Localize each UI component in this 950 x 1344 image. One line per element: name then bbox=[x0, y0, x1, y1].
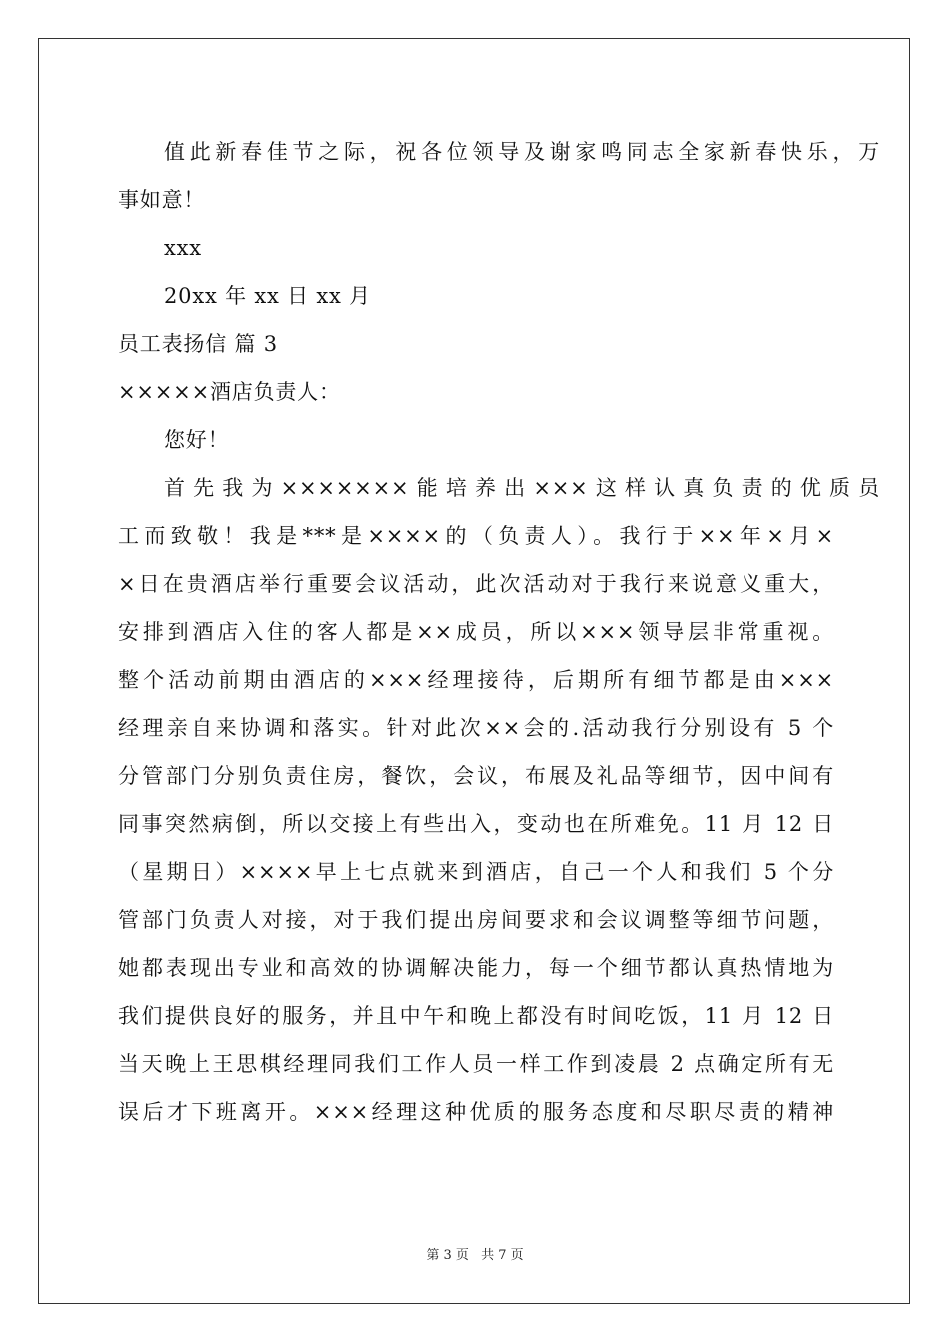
signature-date: 20xx 年 xx 日 xx 月 bbox=[164, 284, 371, 308]
text-line: 分管部门分别负责住房，餐饮，会议，布展及礼品等细节，因中间有 bbox=[118, 764, 834, 788]
text-line: 同事突然病倒，所以交接上有些出入，变动也在所难免。11 月 12 日 bbox=[118, 812, 834, 836]
text-line: 首先我为×××××××能培养出×××这样认真负责的优质员 bbox=[164, 476, 880, 500]
page-footer bbox=[0, 1244, 950, 1263]
text-line: 当天晚上王思棋经理同我们工作人员一样工作到凌晨 2 点确定所有无 bbox=[118, 1052, 834, 1076]
text-line: 她都表现出专业和高效的协调解决能力，每一个细节都认真热情地为 bbox=[118, 956, 834, 980]
page-total: 共 7 页 bbox=[481, 1248, 524, 1263]
signature-name: xxx bbox=[164, 236, 202, 260]
section-title: 员工表扬信 篇 3 bbox=[118, 332, 278, 356]
text-line: 我们提供良好的服务，并且中午和晚上都没有时间吃饭，11 月 12 日 bbox=[118, 1004, 834, 1028]
text-line: 经理亲自来协调和落实。针对此次××会的.活动我行分别设有 5 个 bbox=[118, 716, 834, 740]
page-number: 第 3 页 bbox=[426, 1248, 469, 1263]
text-line: 值此新春佳节之际，祝各位领导及谢家鸣同志全家新春快乐，万 bbox=[164, 140, 880, 164]
text-line: 安排到酒店入住的客人都是××成员，所以×××领导层非常重视。 bbox=[118, 620, 834, 644]
text-line: 整个活动前期由酒店的×××经理接待，后期所有细节都是由××× bbox=[118, 668, 834, 692]
text-line: 误后才下班离开。×××经理这种优质的服务态度和尽职尽责的精神 bbox=[118, 1100, 834, 1124]
text-line: ×日在贵酒店举行重要会议活动，此次活动对于我行来说意义重大， bbox=[118, 572, 834, 596]
salutation: ×××××酒店负责人： bbox=[118, 380, 341, 404]
text-line: 事如意！ bbox=[118, 188, 206, 212]
text-line: 工而致敬！我是***是××××的（负责人）。我行于××年×月× bbox=[118, 524, 834, 548]
greeting: 您好！ bbox=[164, 428, 230, 452]
text-line: （星期日）××××早上七点就来到酒店，自己一个人和我们 5 个分 bbox=[118, 860, 834, 884]
text-line: 管部门负责人对接，对于我们提出房间要求和会议调整等细节问题， bbox=[118, 908, 834, 932]
document-body bbox=[118, 128, 880, 1136]
